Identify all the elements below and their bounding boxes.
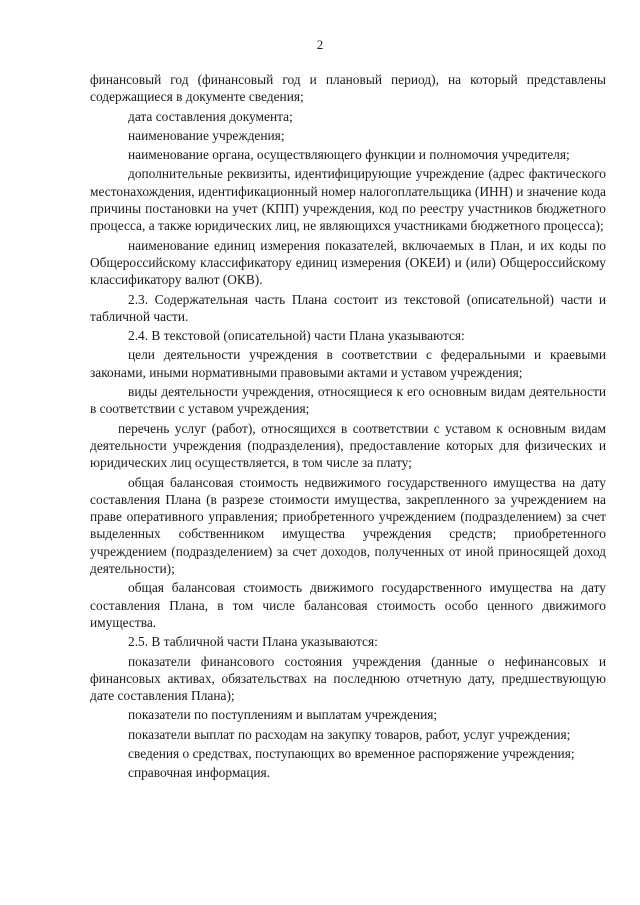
paragraph-temporary-funds: сведения о средствах, поступающих во временное распоряжение учреждения;	[128, 745, 575, 761]
paragraph-units-of-measure: наименование единиц измерения показателей, включаемых в План, и их коды по Общероссийскому классификатору единиц измерения (ОКЕИ) и (или) Общероссийскому классификатору валют (ОКВ).	[90, 237, 606, 288]
paragraph-services-list: перечень услуг (работ), относящихся в соответствии с уставом к основным видам деятельности учреждения (подразделения), предоставление которых для физических и юридических лиц осуществляется, в том числе за плату;	[90, 420, 606, 471]
paragraph-activity-types: виды деятельности учреждения, относящиеся к его основным видам деятельности в соответствии с уставом учреждения;	[90, 384, 606, 417]
paragraph-founder-name: наименование органа, осуществляющего функции и полномочия учредителя;	[128, 147, 570, 163]
page-number: 2	[316, 37, 324, 52]
paragraph-section-2-5: 2.5. В табличной части Плана указываются:	[128, 634, 378, 650]
paragraph-reference-info: справочная информация.	[128, 765, 271, 781]
paragraph-receipts-payments: показатели по поступлениям и выплатам учреждения;	[128, 707, 438, 723]
paragraph-activity-goals: цели деятельности учреждения в соответствии с федеральными и краевыми законами, иными нормативными правовыми актами и уставом учреждения;	[90, 347, 606, 380]
paragraph-document-date: дата составления документа;	[128, 108, 293, 124]
paragraph-institution-name: наименование учреждения;	[128, 127, 285, 143]
paragraph-fiscal-year: финансовый год (финансовый год и плановый период), на который представлены содержащиеся в документе сведения;	[90, 72, 606, 105]
paragraph-movable-property-value: общая балансовая стоимость движимого государственного имущества на дату составления Плана, в том числе балансовая стоимость особо ценного движимого имущества.	[90, 580, 606, 630]
paragraph-additional-details: дополнительные реквизиты, идентифицирующие учреждение (адрес фактического местонахождения, идентификационный номер налогоплательщика (ИНН) и значение кода причины постановки на учет (КПП) учреждения, код по реестру участников бюджетного процесса, а также юридических лиц, не являющихся участниками бюджетного процесса);	[90, 166, 606, 234]
paragraph-section-2-3: 2.3. Содержательная часть Плана состоит из текстовой (описательной) части и табличной части.	[90, 291, 606, 324]
paragraph-financial-state: показатели финансового состояния учреждения (данные о нефинансовых и финансовых активах, обязательствах на последнюю отчетную дату, предшествующую дате составления Плана);	[90, 653, 606, 704]
paragraph-procurement-payments: показатели выплат по расходам на закупку товаров, работ, услуг учреждения;	[128, 726, 571, 742]
paragraph-section-2-4: 2.4. В текстовой (описательной) части Плана указываются:	[128, 328, 465, 344]
paragraph-real-estate-value: общая балансовая стоимость недвижимого государственного имущества на дату составления Плана (в разрезе стоимости имущества, закрепленного за учреждением на праве оперативного управления; приобретенного учреждением (подразделением) за счет выделенных собственником имущества учреждения средств; приобретенного учреждением (подразделением) за счет доходов, полученных от иной приносящей доход деятельности);	[90, 474, 606, 577]
document-body	[90, 71, 606, 784]
